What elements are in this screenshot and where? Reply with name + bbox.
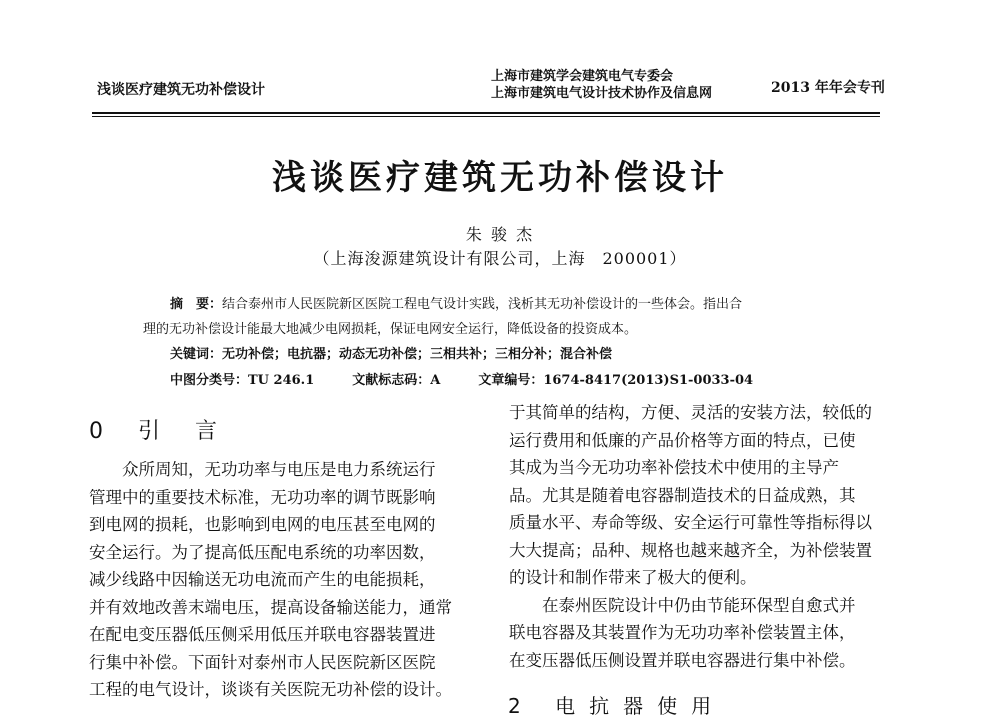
header-rule-thin xyxy=(92,116,880,117)
author-affiliation: （上海浚源建筑设计有限公司，上海 200001） xyxy=(313,249,687,268)
paragraph-line: 行集中补偿。下面针对泰州市人民医院新区医院 xyxy=(89,652,436,672)
author-name: 朱 骏 杰 xyxy=(465,225,535,244)
paragraph-line: 于其简单的结构，方便、灵活的安装方法，较低的 xyxy=(509,403,872,422)
journal-org xyxy=(491,68,712,102)
class-number: 中图分类号：TU 246.1 xyxy=(170,373,315,388)
paragraph-line: 在配电变压器低压侧采用低压并联电容器装置进 xyxy=(89,625,436,644)
paragraph-line: 在泰州医院设计中仍由节能环保型自愈式并 xyxy=(509,595,856,615)
paragraph-line: 质量水平、寿命等级、安全运行可靠性等指标得以 xyxy=(509,513,872,532)
running-title: 浅谈医疗建筑无功补偿设计 xyxy=(97,82,265,98)
article-number: 文章编号：1674-8417(2013)S1-0033-04 xyxy=(478,373,754,388)
paragraph-line: 管理中的重要技术标准，无功功率的调节既影响 xyxy=(89,487,436,507)
paragraph-line: 运行费用和低廉的产品价格等方面的特点，已使 xyxy=(509,430,856,450)
paragraph-line: 到电网的损耗，也影响到电网的电压甚至电网的 xyxy=(89,515,436,534)
document-code: 文献标志码：A xyxy=(352,373,441,388)
abstract-text1: 结合泰州市人民医院新区医院工程电气设计实践，浅析其无功补偿设计的一些体会。指出合 xyxy=(222,297,743,312)
paragraph-line: 并有效地改善末端电压，提高设备输送能力，通常 xyxy=(89,597,452,617)
keywords-text: 无功补偿；电抗器；动态无功补偿；三相共补；三相分补；混合补偿 xyxy=(222,347,613,362)
journal-org-line1: 上海市建筑学会建筑电气专委会 xyxy=(491,69,674,84)
left-column-text xyxy=(89,456,452,704)
abstract-line1 xyxy=(170,293,742,312)
classification-line xyxy=(170,369,791,388)
paragraph-line: 工程的电气设计，谈谈有关医院无功补偿的设计。 xyxy=(89,680,452,699)
paragraph-line: 品。尤其是随着电容器制造技术的日益成熟，其 xyxy=(509,485,856,505)
paragraph-line: 其成为当今无功功率补偿技术中使用的主导产 xyxy=(509,458,839,477)
paragraph-line: 安全运行。为了提高低压配电系统的功率因数， xyxy=(89,542,436,562)
article-title: 浅谈医疗建筑无功补偿设计 xyxy=(272,158,728,198)
abstract-line2: 理的无功补偿设计能最大地减少电网损耗，保证电网安全运行，降低设备的投资成本。 xyxy=(143,322,638,337)
abstract-label: 摘 要： xyxy=(170,297,223,312)
keywords-line xyxy=(170,343,612,362)
special-issue-label: 2013 年年会专刊 xyxy=(771,80,885,96)
paragraph-line: 大大提高；品种、规格也越来越齐全，为补偿装置 xyxy=(509,540,872,560)
paragraph-line: 减少线路中因输送无功电流而产生的电能损耗， xyxy=(89,570,436,589)
section-heading-introduction: 0 引 言 xyxy=(89,419,231,444)
right-column-text xyxy=(509,399,872,674)
journal-org-line2: 上海市建筑电气设计技术协作及信息网 xyxy=(491,86,713,101)
paragraph-line: 的设计和制作带来了极大的便利。 xyxy=(509,568,757,587)
keywords-label: 关键词： xyxy=(170,347,223,362)
paragraph-line: 在变压器低压侧设置并联电容器进行集中补偿。 xyxy=(509,650,856,670)
paragraph-line: 联电容器及其装置作为无功功率补偿装置主体， xyxy=(509,623,856,642)
section-heading-reactor: 2 电抗器使用 xyxy=(508,694,726,718)
paragraph-line: 众所周知，无功功率与电压是电力系统运行 xyxy=(89,460,436,479)
header-rule-thick xyxy=(92,112,880,114)
